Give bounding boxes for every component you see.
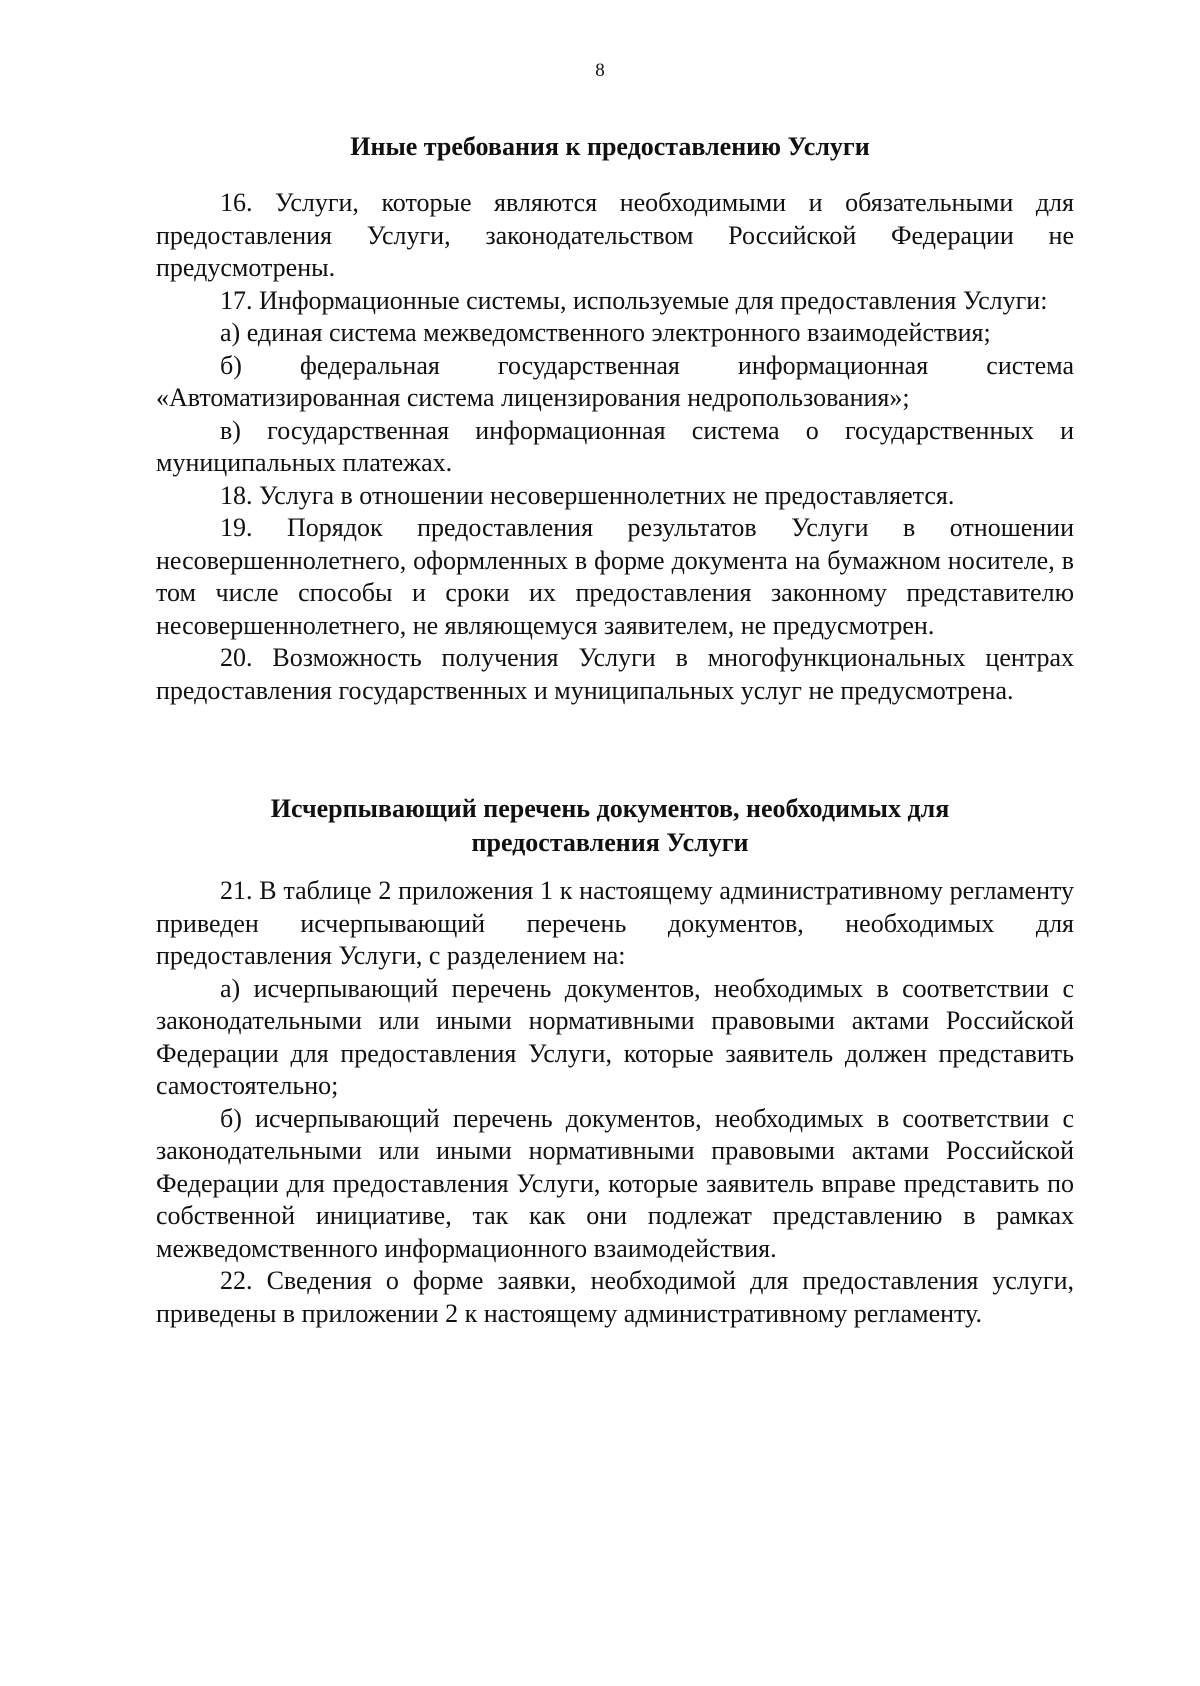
paragraph-19: 19. Порядок предоставления результатов Услуги в отношении несовершеннолетнего, оформленных в форме документа на бумажном носителе, в том числе способы и сроки их предоставления законному представителю несовершеннолетнего, не являющемуся заявителем, не предусмотрен.	[156, 513, 1074, 640]
paragraph-18: 18. Услуга в отношении несовершеннолетних не предоставляется.	[220, 480, 955, 510]
paragraph-21-a: а) исчерпывающий перечень документов, необходимых в соответствии с законодательными или иными нормативными правовыми актами Российской Федерации для предоставления Услуги, которые заявитель должен представить самостоятельно;	[156, 973, 1074, 1100]
page-number: 8	[595, 60, 605, 81]
paragraph-21: 21. В таблице 2 приложения 1 к настоящему административному регламенту приведен исчерпывающий перечень документов, необходимых для предоставления Услуги, с разделением на:	[156, 876, 1074, 970]
paragraph-17-a: а) единая система межведомственного электронного взаимодействия;	[220, 318, 991, 347]
paragraph-21-b: б) исчерпывающий перечень документов, необходимых в соответствии с законодательными или иными нормативными правовыми актами Российской Федерации для предоставления Услуги, которые заявитель вправе представить по собственной инициативе, так как они подлежат представлению в рамках межведомственного информационного взаимодействия.	[156, 1103, 1074, 1263]
paragraph-17-v: в) государственная информационная система о государственных и муниципальных платежах.	[156, 415, 1074, 477]
paragraph-17-b: б) федеральная государственная информационная система «Автоматизированная система лицензирования недропользования»;	[156, 350, 1074, 412]
paragraph-22: 22. Сведения о форме заявки, необходимой для предоставления услуги, приведены в приложении 2 к настоящему административному регламенту.	[156, 1266, 1074, 1328]
section-documents-list-body	[156, 875, 1074, 1330]
section-heading-documents-list	[150, 792, 1070, 860]
paragraph-20: 20. Возможность получения Услуги в многофункциональных центрах предоставления государственных и муниципальных услуг не предусмотрена.	[156, 643, 1074, 705]
paragraph-16: 16. Услуги, которые являются необходимыми и обязательными для предоставления Услуги, законодательством Российской Федерации не предусмотрены.	[156, 188, 1074, 282]
section-heading-documents-line2: предоставления Услуги	[471, 828, 749, 857]
section-other-requirements-body	[156, 187, 1074, 707]
section-heading-documents-line1: Исчерпывающий перечень документов, необходимых для	[270, 794, 950, 823]
section-heading-other-requirements: Иные требования к предоставлению Услуги	[350, 132, 870, 161]
paragraph-17: 17. Информационные системы, используемые для предоставления Услуги:	[220, 285, 1048, 315]
